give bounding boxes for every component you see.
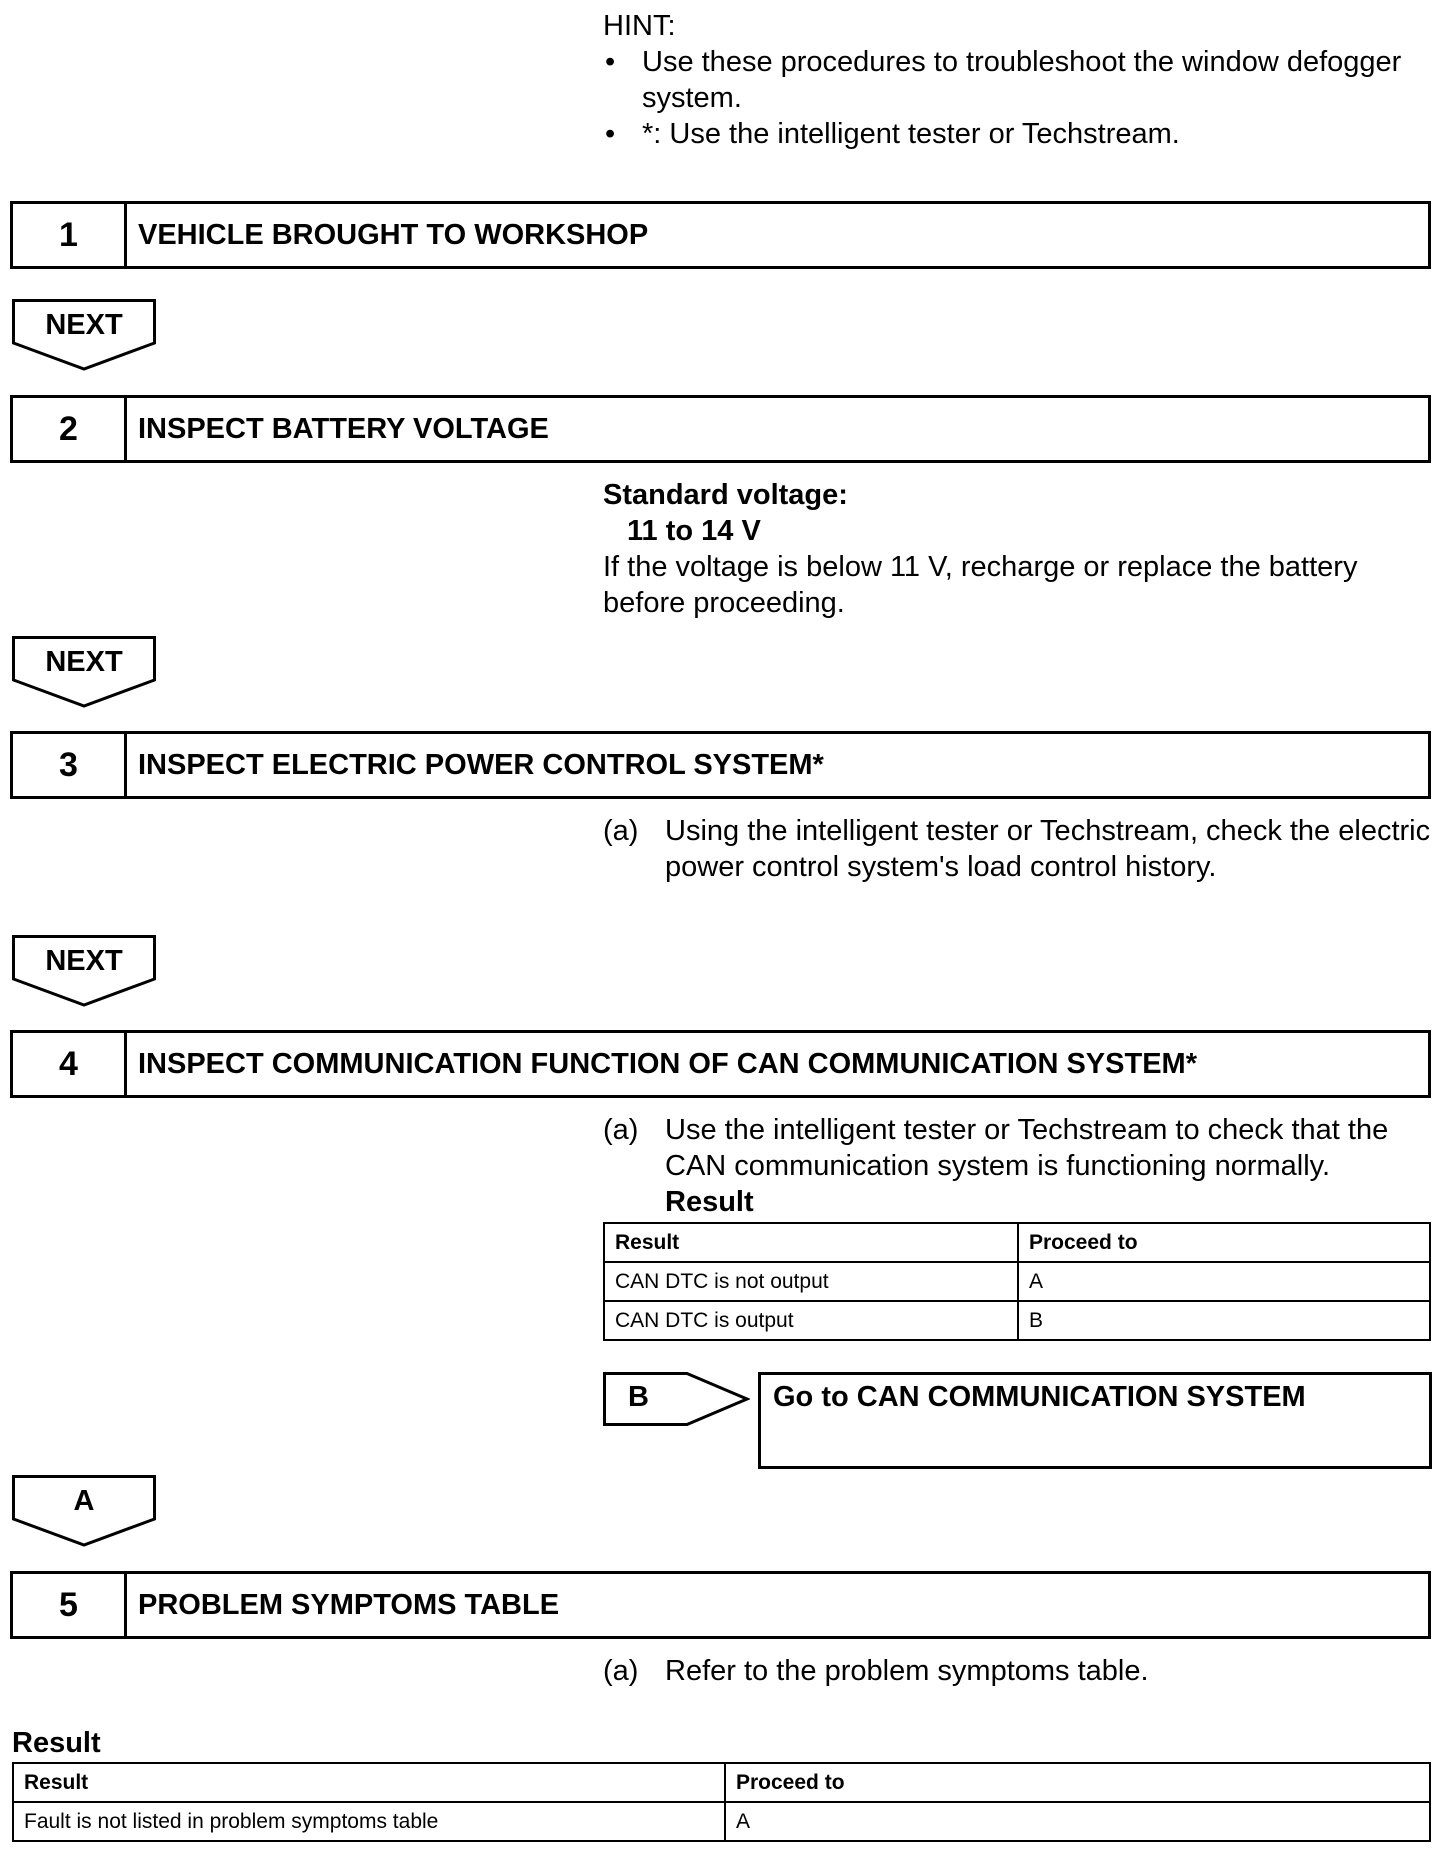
battery-note: If the voltage is below 11 V, recharge or replace the battery before proceeding. <box>603 551 1358 619</box>
step-title: INSPECT BATTERY VOLTAGE <box>138 412 549 445</box>
table-cell: CAN DTC is output <box>604 1301 1018 1340</box>
table-header-cell: Result <box>604 1223 1018 1262</box>
substep-label: (a) <box>603 1655 639 1687</box>
step-4-substep-a <box>603 1112 1433 1184</box>
step-number: 5 <box>13 1574 127 1636</box>
table-header-cell: Proceed to <box>1018 1223 1430 1262</box>
next-label: NEXT <box>45 646 123 678</box>
table-cell: A <box>1018 1262 1430 1301</box>
branch-b-arrow <box>603 1372 750 1426</box>
step-4-header <box>10 1030 1431 1098</box>
step-title: INSPECT COMMUNICATION FUNCTION OF CAN COMMUNICATION SYSTEM* <box>138 1047 1197 1080</box>
step-2-body <box>603 477 1433 621</box>
step-2-header <box>10 395 1431 463</box>
next-label: NEXT <box>45 309 123 341</box>
step-3-substep-a <box>603 813 1433 885</box>
step-number: 1 <box>13 204 127 266</box>
step-number: 2 <box>13 398 127 460</box>
substep-text: Refer to the problem symptoms table. <box>665 1655 1149 1687</box>
next-arrow-1 <box>12 299 156 371</box>
step-3-body <box>603 813 1433 885</box>
right-pointer-icon <box>603 1372 750 1426</box>
step-5-result-table <box>12 1762 1431 1842</box>
branch-a-arrow <box>12 1475 156 1547</box>
table-cell: A <box>725 1802 1430 1841</box>
step-5-substep-a <box>603 1653 1433 1689</box>
hint-item: • Use these procedures to troubleshoot the window defogger system. <box>603 44 1433 116</box>
table-row <box>604 1301 1430 1340</box>
substep-label: (a) <box>603 1114 639 1146</box>
step-4-result-table <box>603 1222 1431 1341</box>
step-number: 3 <box>13 734 127 796</box>
step-title: INSPECT ELECTRIC POWER CONTROL SYSTEM* <box>138 748 824 781</box>
hint-item: • *: Use the intelligent tester or Techstream. <box>603 116 1433 152</box>
step-5-body <box>603 1653 1433 1689</box>
step-title: PROBLEM SYMPTOMS TABLE <box>138 1588 560 1621</box>
substep-label: (a) <box>603 815 639 847</box>
table-cell: B <box>1018 1301 1430 1340</box>
table-row <box>13 1802 1430 1841</box>
step-title: VEHICLE BROUGHT TO WORKSHOP <box>138 218 649 251</box>
step-5-header <box>10 1571 1431 1639</box>
goto-can-box: Go to CAN COMMUNICATION SYSTEM <box>758 1372 1432 1469</box>
branch-a-label: A <box>73 1485 95 1517</box>
table-cell: CAN DTC is not output <box>604 1262 1018 1301</box>
standard-voltage-label: Standard voltage: <box>603 479 848 511</box>
result-heading: Result <box>665 1186 754 1218</box>
table-header-row <box>604 1223 1430 1262</box>
table-row <box>604 1262 1430 1301</box>
branch-b-label: B <box>628 1381 649 1413</box>
next-label: NEXT <box>45 945 123 977</box>
table-header-cell: Proceed to <box>725 1763 1430 1802</box>
result-heading: Result <box>12 1727 101 1759</box>
table-cell: Fault is not listed in problem symptoms table <box>13 1802 725 1841</box>
table-header-row <box>13 1763 1430 1802</box>
substep-text: Use the intelligent tester or Techstream to check that the CAN communication system is functioning normally. <box>665 1114 1389 1182</box>
step-number: 4 <box>13 1033 127 1095</box>
hint-block <box>603 8 1433 152</box>
hint-label: HINT: <box>603 10 676 42</box>
substep-text: Using the intelligent tester or Techstream, check the electric power control system's load control history. <box>665 815 1431 883</box>
hint-list <box>603 44 1433 152</box>
next-arrow-3 <box>12 935 156 1007</box>
next-arrow-2 <box>12 636 156 708</box>
step-1-header <box>10 201 1431 269</box>
step-3-header <box>10 731 1431 799</box>
table-header-cell: Result <box>13 1763 725 1802</box>
standard-voltage-value: 11 to 14 V <box>627 515 761 547</box>
step-4-body <box>603 1112 1433 1220</box>
